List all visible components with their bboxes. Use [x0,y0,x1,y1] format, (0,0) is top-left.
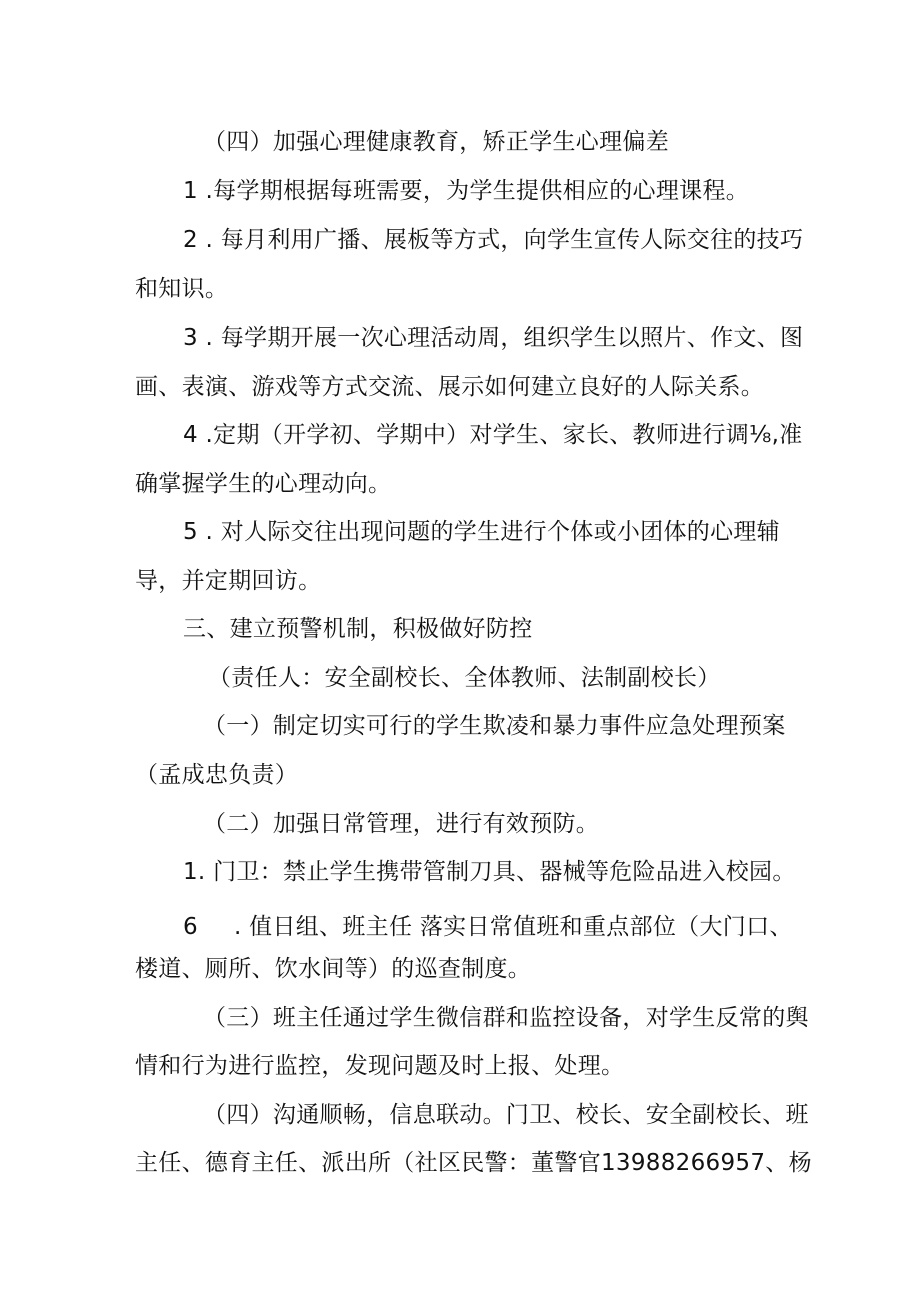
list-item-3: 3 . 每学期开展一次心理活动周，组织学生以照片、作文、图 [183,325,804,351]
list-item-4: 4 .定期（开学初、学期中）对学生、家长、教师进行调⅛,准 [183,422,803,448]
list-item-duty-group-text: . 值日组、班主任 落实日常值班和重点部位（大门口、 [233,914,793,940]
list-item-4-cont: 确掌握学生的心理动向。 [135,471,392,497]
subsection-communication: （四）沟通顺畅，信息联动。门卫、校长、安全副校长、班 [203,1102,809,1128]
list-item-3-cont: 画、表演、游戏等方式交流、展示如何建立良好的人际关系。 [135,374,765,400]
section-heading-psych-education: （四）加强心理健康教育，矫正学生心理偏差 [203,129,669,155]
list-item-5: 5 . 对人际交往出现问题的学生进行个体或小团体的心理辅 [183,519,780,545]
subsection-daily-management: （二）加强日常管理，进行有效预防。 [203,811,600,837]
list-item-duty-group [183,912,793,942]
responsible-persons: （责任人：安全副校长、全体教师、法制副校长） [208,665,721,691]
list-item-2: 2 . 每月利用广播、展板等方式，向学生宣传人际交往的技巧 [183,227,804,253]
subsection-communication-cont: 主任、德育主任、派出所（社区民警：董警官13988266957、杨 [135,1150,812,1176]
list-item-duty-group-number: 6 [183,914,198,940]
subsection-emergency-plan: （一）制定切实可行的学生欺凌和暴力事件应急处理预案 [203,713,786,739]
subsection-emergency-plan-cont: （孟成忠负责） [135,762,299,788]
list-item-5-cont: 导，并定期回访。 [135,568,322,594]
list-item-1: 1 .每学期根据每班需要，为学生提供相应的心理课程。 [183,178,750,204]
subsection-monitoring-cont: 情和行为进行监控，发现问题及时上报、处理。 [135,1053,625,1079]
list-item-gatekeeper: 1. 门卫：禁止学生携带管制刀具、器械等危险品进入校园。 [183,859,796,885]
section-heading-warning-mechanism: 三、建立预警机制，积极做好防控 [183,616,533,642]
list-item-duty-group-cont: 楼道、厕所、饮水间等）的巡查制度。 [135,956,532,982]
subsection-monitoring: （三）班主任通过学生微信群和监控设备，对学生反常的舆 [203,1005,809,1031]
list-item-2-cont: 和知识。 [135,276,229,302]
